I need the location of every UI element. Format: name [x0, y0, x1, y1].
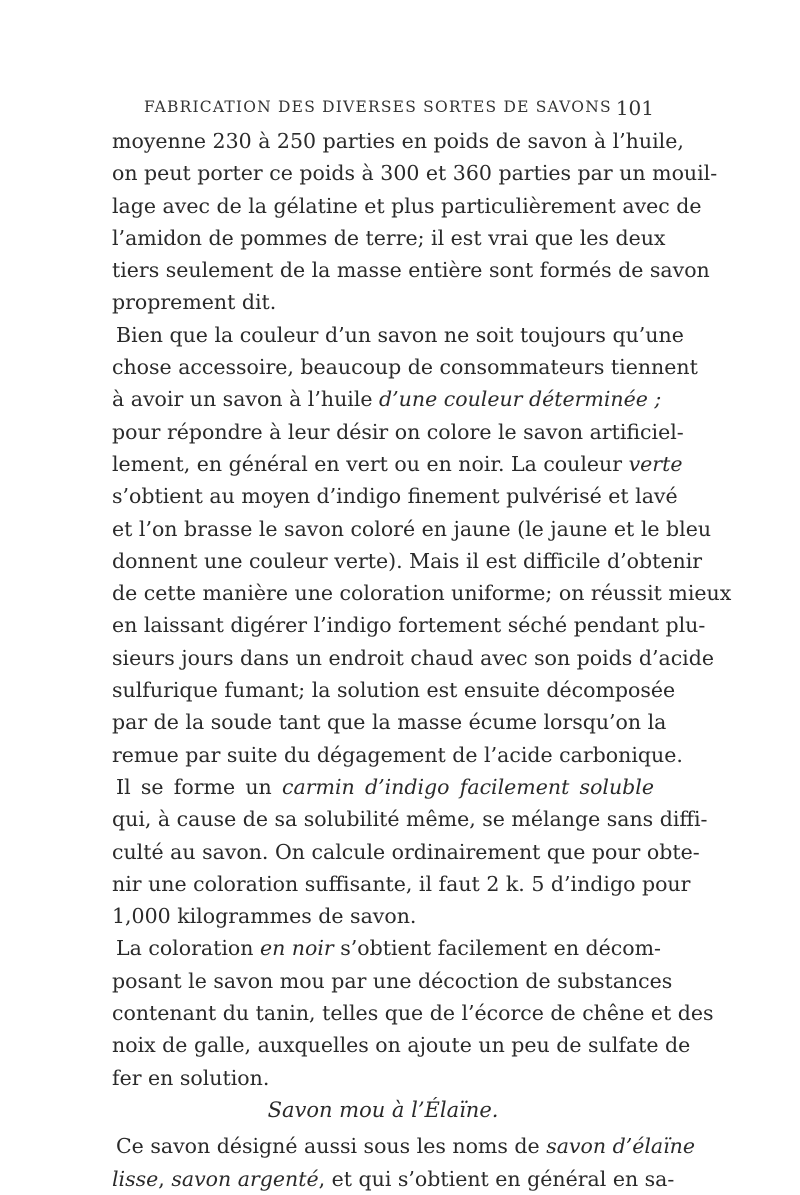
text-line [112, 965, 673, 997]
text-line [112, 545, 703, 577]
text-line [112, 771, 654, 803]
text-line [112, 836, 700, 868]
text-line [112, 739, 683, 771]
text-span: nir une coloration suffisante, il faut 2 k. 5 d’indigo pour [112, 871, 691, 896]
text-line [112, 480, 678, 512]
text-line [112, 222, 666, 254]
text-line [112, 286, 654, 318]
text-line [112, 351, 698, 383]
text-line [112, 932, 661, 964]
text-line [112, 416, 684, 448]
text-line [112, 803, 708, 835]
text-line [112, 577, 732, 609]
text-span: moyenne 230 à 250 parties en poids de savon à l’huile, [112, 129, 684, 153]
text-span: , et qui s’obtient en général en sa- [318, 1166, 675, 1191]
body-text [112, 125, 732, 1195]
text-span: lement, en général en vert ou en noir. La couleur [112, 451, 629, 476]
italic-span: en noir [259, 936, 334, 961]
text-line [112, 1130, 696, 1162]
text-line [112, 1029, 691, 1061]
text-line [112, 706, 667, 738]
text-span: noix de galle, auxquelles on ajoute un peu de sulfate de [112, 1033, 691, 1058]
text-line [112, 254, 710, 286]
italic-span: d’une couleur déterminée ; [379, 387, 662, 412]
text-line [112, 157, 718, 189]
text-span: La coloration [116, 936, 260, 961]
text-span: 1,000 kilogrammes de savon. [112, 904, 417, 929]
italic-span: carmin d’indigo facilement soluble [282, 774, 654, 799]
text-span: posant le savon mou par une décoction de substances [112, 968, 673, 993]
text-span: contenant du tanin, telles que de l’écorce de chêne et des [112, 1001, 714, 1026]
text-line [112, 448, 683, 480]
text-span: sieurs jours dans un endroit chaud avec son poids d’acide [112, 645, 714, 670]
section-heading [112, 1094, 654, 1126]
text-line [112, 997, 714, 1029]
page-number: 101 [615, 96, 654, 120]
text-span: proprement dit. [112, 290, 277, 315]
text-span: l’amidon de pommes de terre; il est vrai que les deux [112, 225, 666, 250]
text-span: à avoir un savon à l’huile [112, 387, 380, 412]
text-span: par de la soude tant que la masse écume lorsqu’on la [112, 710, 667, 735]
text-span: chose accessoire, beaucoup de consommateurs tiennent [112, 355, 698, 380]
text-span: et l’on brasse le savon coloré en jaune (le jaune et le bleu [112, 516, 712, 541]
text-span: s’obtient au moyen d’indigo finement pulvérisé et lavé [112, 484, 678, 509]
text-span: remue par suite du dégagement de l’acide carbonique. [112, 742, 683, 767]
text-line [112, 900, 654, 932]
text-line [112, 383, 662, 415]
text-span: Ce savon désigné aussi sous les noms de [116, 1134, 547, 1159]
italic-span: verte [628, 451, 683, 476]
italic-span: lisse [112, 1166, 159, 1191]
text-span: fer en solution. [112, 1065, 270, 1090]
text-span: de cette manière une coloration uniforme; on réussit mieux [112, 581, 732, 606]
text-span: on peut porter ce poids à 300 et 360 parties par un mouil- [112, 161, 718, 186]
text-line [112, 1062, 654, 1094]
text-span: en laissant digérer l’indigo fortement séché pendant plu- [112, 613, 706, 638]
page-header [112, 98, 654, 124]
text-line [112, 642, 714, 674]
italic-span: savon d’élaïne [546, 1134, 696, 1159]
italic-span: savon argenté [171, 1166, 319, 1191]
text-span: sulfurique fumant; la solution est ensuite décomposée [112, 678, 676, 703]
text-span: Bien que la couleur d’un savon ne soit toujours qu’une [116, 322, 684, 347]
text-line [112, 319, 684, 351]
text-span: Il se forme un [116, 774, 283, 799]
text-span: tiers seulement de la masse entière sont formés de savon [112, 258, 710, 283]
text-span: s’obtient facilement en décom- [333, 936, 661, 961]
text-span: lage avec de la gélatine et plus particulièrement avec de [112, 193, 702, 218]
text-line [112, 1163, 675, 1195]
text-span: qui, à cause de sa solubilité même, se mélange sans diffi- [112, 807, 708, 832]
text-line [112, 609, 706, 641]
text-span: pour répondre à leur désir on colore le savon artificiel- [112, 419, 684, 444]
running-title: FABRICATION DES DIVERSES SORTES DE SAVONS [144, 98, 612, 116]
text-line [112, 125, 684, 157]
text-span: , [158, 1166, 172, 1191]
text-line [112, 190, 702, 222]
text-span: culté au savon. On calcule ordinairement que pour obte- [112, 839, 700, 864]
text-line [112, 868, 691, 900]
text-line [112, 674, 676, 706]
text-span: donnent une couleur verte). Mais il est difficile d’obtenir [112, 548, 703, 573]
section-heading-text: Savon mou à l’Élaïne. [267, 1097, 499, 1122]
text-line [112, 513, 712, 545]
